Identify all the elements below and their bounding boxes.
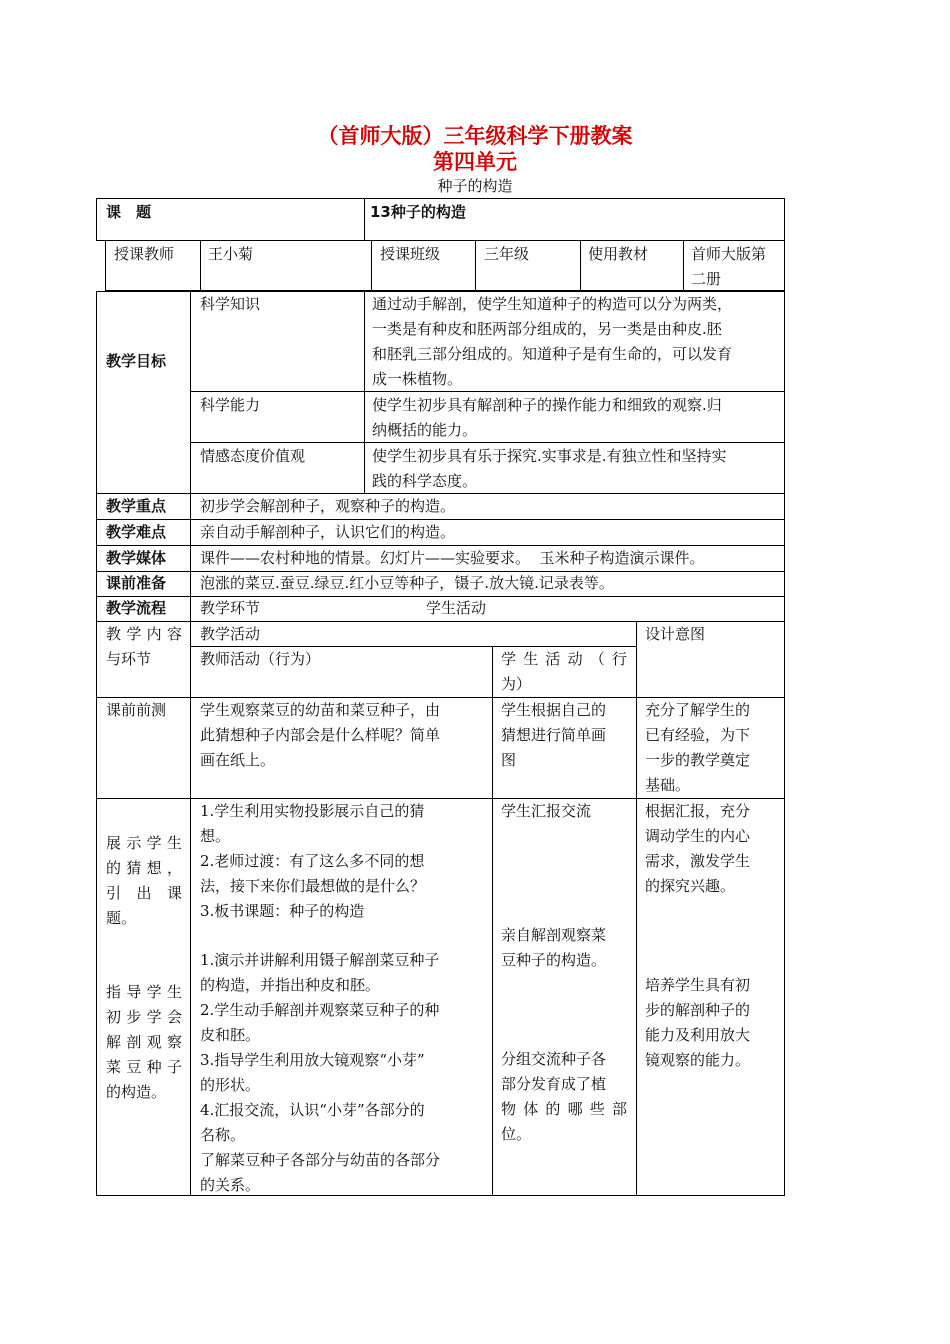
teacher-label: 授课教师 <box>114 245 175 263</box>
student-activity-text: 豆种子的构造。 <box>501 951 607 969</box>
pretest-student-text: 图 <box>501 751 517 769</box>
flow-value: 学生活动 <box>426 599 487 617</box>
content-label: 教学内容 <box>106 625 182 643</box>
teacher-activity-text: 法，接下来你们最想做的是什么？ <box>200 877 426 895</box>
knowledge-text: 一类是有种皮和胚两部分组成的，另一类是由种皮.胚 <box>372 320 722 338</box>
knowledge-text: 成一株植物。 <box>372 370 463 388</box>
table-line <box>190 291 191 1196</box>
media-label: 教学媒体 <box>106 549 167 567</box>
prep-label: 课前准备 <box>106 574 167 592</box>
teacher-activity-text: 2.学生动手解剖并观察菜豆种子的种 <box>200 1001 440 1019</box>
class-value: 三年级 <box>484 245 530 263</box>
topic-label: 课 题 <box>106 203 152 221</box>
pretest-design-text: 充分了解学生的 <box>645 701 751 719</box>
table-line <box>96 291 97 1196</box>
lesson-title: 种子的构造 <box>437 177 513 195</box>
pretest-student-text: 学生根据自己的 <box>501 701 607 719</box>
textbook-value: 首师大版第 <box>691 245 767 263</box>
flow-value: 教学环节 <box>200 599 261 617</box>
design-text: 根据汇报，充分 <box>645 802 751 820</box>
table-line <box>96 198 785 199</box>
ability-text: 纳概括的能力。 <box>372 421 478 439</box>
teacher-activity-text: 3.板书课题：种子的构造 <box>200 902 365 920</box>
goals-label: 教学目标 <box>106 352 167 370</box>
ability-text: 使学生初步具有解剖种子的操作能力和细致的观察.归 <box>372 396 722 414</box>
textbook-value: 二册 <box>691 270 722 288</box>
design-text: 步的解剖种子的 <box>645 1001 751 1019</box>
teacher-activity-label: 教师活动（行为） <box>200 650 321 668</box>
teacher-activity-text: 4.汇报交流，认识“小芽”各部分的 <box>200 1101 425 1119</box>
content-label: 与环节 <box>106 650 152 668</box>
teacher-activity-text: 的形状。 <box>200 1076 261 1094</box>
teacher-activity-text: 1.学生利用实物投影展示自己的猜 <box>200 802 425 820</box>
knowledge-text: 通过动手解剖，使学生知道种子的构造可以分为两类， <box>372 295 733 313</box>
knowledge-label: 科学知识 <box>200 295 261 313</box>
stage-text: 展示学生 <box>106 834 182 852</box>
student-activity-text: 物体的哪些部 <box>501 1100 627 1118</box>
student-activity-text: 位。 <box>501 1125 532 1143</box>
design-text: 镜观察的能力。 <box>645 1051 751 1069</box>
prep-value: 泡涨的菜豆.蚕豆.绿豆.红小豆等种子，镊子.放大镜.记录表等。 <box>200 574 614 592</box>
stage-text: 解剖观察 <box>106 1033 182 1051</box>
unit-title: 第四单元 <box>433 150 517 174</box>
difficulty-label: 教学难点 <box>106 523 167 541</box>
stage-text: 题。 <box>106 909 137 927</box>
difficulty-value: 亲自动手解剖种子，认识它们的构造。 <box>200 523 456 541</box>
stage-text: 的猜想， <box>106 859 182 877</box>
stage-text: 菜豆种子 <box>106 1058 182 1076</box>
table-line <box>475 240 476 291</box>
design-text: 需求，激发学生 <box>645 852 751 870</box>
pretest-teacher-text: 画在纸上。 <box>200 751 276 769</box>
stage-text: 的构造。 <box>106 1083 167 1101</box>
activity-label: 教学活动 <box>200 625 261 643</box>
design-text: 的探究兴趣。 <box>645 877 736 895</box>
teacher-activity-text: 皮和胚。 <box>200 1026 261 1044</box>
attitude-text: 践的科学态度。 <box>372 472 478 490</box>
design-label: 设计意图 <box>645 625 706 643</box>
student-activity-text: 部分发育成了植 <box>501 1075 607 1093</box>
table-line <box>371 240 372 291</box>
design-text: 培养学生具有初 <box>645 976 751 994</box>
teacher-activity-text: 1.演示并讲解利用镊子解剖菜豆种子 <box>200 951 440 969</box>
table-line <box>190 442 785 443</box>
pretest-teacher-text: 此猜想种子内部会是什么样呢？简单 <box>200 726 441 744</box>
topic-value: 13种子的构造 <box>370 203 466 221</box>
student-activity-text: 学生汇报交流 <box>501 802 592 820</box>
pretest-design-text: 一步的教学奠定 <box>645 751 751 769</box>
student-activity-text: 亲自解剖观察菜 <box>501 926 607 944</box>
stage-text: 指导学生 <box>106 983 182 1001</box>
pretest-design-text: 基础。 <box>645 776 691 794</box>
document-title: （首师大版）三年级科学下册教案 <box>317 124 633 148</box>
student-activity-label: 为） <box>501 675 532 693</box>
knowledge-text: 和胚乳三部分组成的。知道种子是有生命的，可以发育 <box>372 345 733 363</box>
table-line <box>784 198 785 241</box>
table-line <box>364 291 365 494</box>
key-point-label: 教学重点 <box>106 497 167 515</box>
teacher-activity-text: 了解菜豆种子各部分与幼苗的各部分 <box>200 1151 441 1169</box>
table-line <box>96 198 97 241</box>
teacher-activity-text: 想。 <box>200 827 231 845</box>
table-line <box>492 646 493 1196</box>
table-line <box>364 198 365 241</box>
design-text: 能力及利用放大 <box>645 1026 751 1044</box>
key-point-value: 初步学会解剖种子，观察种子的构造。 <box>200 497 456 515</box>
pretest-stage: 课前前测 <box>106 701 167 719</box>
table-line <box>636 621 637 1196</box>
attitude-text: 使学生初步具有乐于探究.实事求是.有独立性和坚持实 <box>372 447 727 465</box>
student-activity-text: 分组交流种子各 <box>501 1050 607 1068</box>
design-text: 调动学生的内心 <box>645 827 751 845</box>
teacher-activity-text: 名称。 <box>200 1126 246 1144</box>
teacher-activity-text: 的构造，并指出种皮和胚。 <box>200 976 381 994</box>
flow-label: 教学流程 <box>106 599 167 617</box>
student-activity-label: 学 生 活 动 （ 行 <box>501 650 627 668</box>
pretest-student-text: 猜想进行简单画 <box>501 726 607 744</box>
textbook-label: 使用教材 <box>588 245 649 263</box>
table-line <box>105 240 106 291</box>
table-line <box>580 240 581 291</box>
teacher-value: 王小菊 <box>208 245 254 263</box>
table-line <box>200 240 201 291</box>
stage-text: 引出课 <box>106 884 182 902</box>
pretest-design-text: 已有经验，为下 <box>645 726 751 744</box>
attitude-label: 情感态度价值观 <box>200 447 306 465</box>
class-label: 授课班级 <box>380 245 441 263</box>
table-line <box>190 391 785 392</box>
teacher-activity-text: 的关系。 <box>200 1176 261 1194</box>
ability-label: 科学能力 <box>200 396 261 414</box>
stage-text: 初步学会 <box>106 1008 182 1026</box>
teacher-activity-text: 3.指导学生利用放大镜观察“小芽” <box>200 1051 425 1069</box>
table-line <box>784 240 785 291</box>
table-line <box>784 291 785 1196</box>
pretest-teacher-text: 学生观察菜豆的幼苗和菜豆种子，由 <box>200 701 441 719</box>
table-line <box>683 240 684 291</box>
teacher-activity-text: 2.老师过渡：有了这么多不同的想 <box>200 852 425 870</box>
media-value: 课件——农村种地的情景。幻灯片——实验要求。 玉米种子构造演示课件。 <box>200 549 705 567</box>
